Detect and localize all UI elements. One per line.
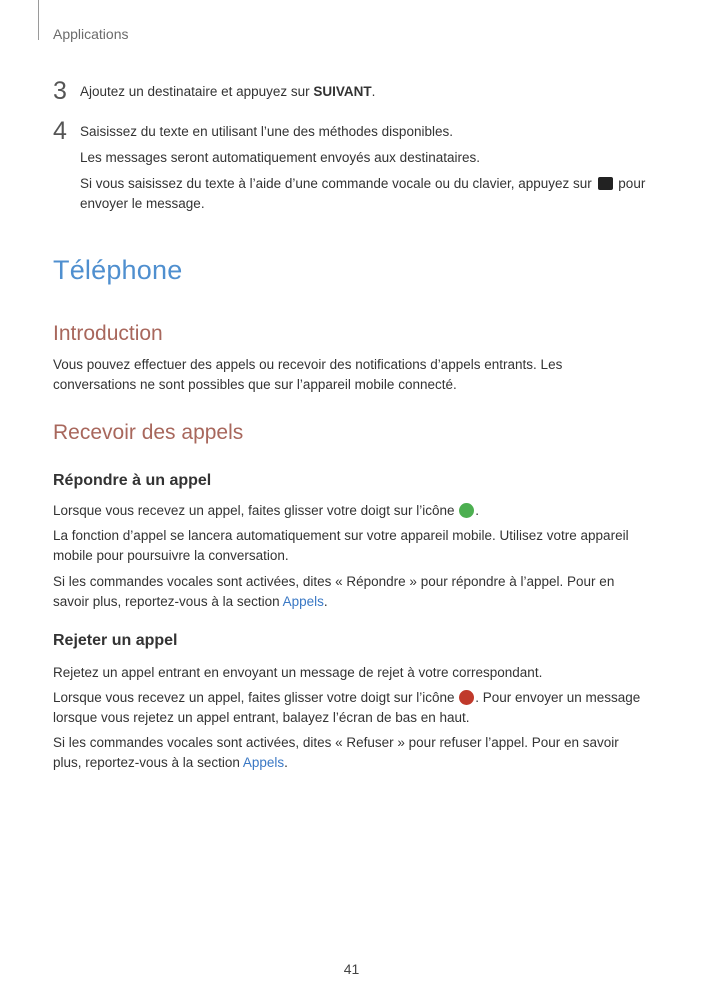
introduction-text: Vous pouvez effectuer des appels ou recevoir des notifications d’appels entrants. Les conversations ne sont possibles que sur l’appareil mobile connecté. [53, 357, 563, 392]
receive-heading: Recevoir des appels [53, 421, 244, 444]
reject-paragraph: Lorsque vous recevez un appel, faites glisser votre doigt sur l’icône . Pour envoyer un message lorsque vous rejetez un appel entrant, balayez l’écran de bas en haut. [53, 690, 641, 725]
step-text: Saisissez du texte en utilisant l’une des méthodes disponibles. [80, 124, 453, 139]
answer-paragraph: Lorsque vous recevez un appel, faites glisser votre doigt sur l’icône . [53, 503, 479, 518]
answer-paragraph: Si les commandes vocales sont activées, dites « Répondre » pour répondre à l’appel. Pour en savoir plus, reportez-vous à la section Appels. [53, 574, 615, 609]
step-text: Si vous saisissez du texte à l’aide d’une commande vocale ou du clavier, appuyez sur pour envoyer le message. [80, 176, 646, 211]
page-number: 41 [343, 961, 360, 977]
introduction-heading: Introduction [53, 322, 163, 345]
page-title: Téléphone [53, 255, 183, 285]
section-header: Applications [53, 26, 129, 42]
phone-reject-icon [459, 690, 474, 705]
step-body [80, 82, 655, 108]
step-text: Ajoutez un destinataire et appuyez sur SUIVANT. [80, 84, 376, 99]
phone-accept-icon [459, 503, 474, 518]
send-icon [598, 177, 613, 190]
reject-heading: Rejeter un appel [53, 632, 178, 649]
step-text: Les messages seront automatiquement envoyés aux destinataires. [80, 150, 480, 165]
step-number: 3 [53, 77, 67, 105]
answer-paragraph: La fonction d’appel se lancera automatiquement sur votre appareil mobile. Utilisez votre appareil mobile pour poursuivre la conversation. [53, 528, 629, 563]
step-body [80, 122, 655, 220]
answer-heading: Répondre à un appel [53, 472, 212, 489]
reject-paragraph: Rejetez un appel entrant en envoyant un message de rejet à votre correspondant. [53, 665, 543, 680]
reject-paragraph: Si les commandes vocales sont activées, dites « Refuser » pour refuser l’appel. Pour en savoir plus, reportez-vous à la section Appels. [53, 735, 619, 770]
step-number: 4 [53, 117, 67, 145]
appels-link[interactable]: Appels [242, 755, 285, 770]
suivant-keyword: SUIVANT [313, 84, 372, 99]
margin-rule [38, 0, 39, 40]
appels-link[interactable]: Appels [282, 594, 324, 609]
